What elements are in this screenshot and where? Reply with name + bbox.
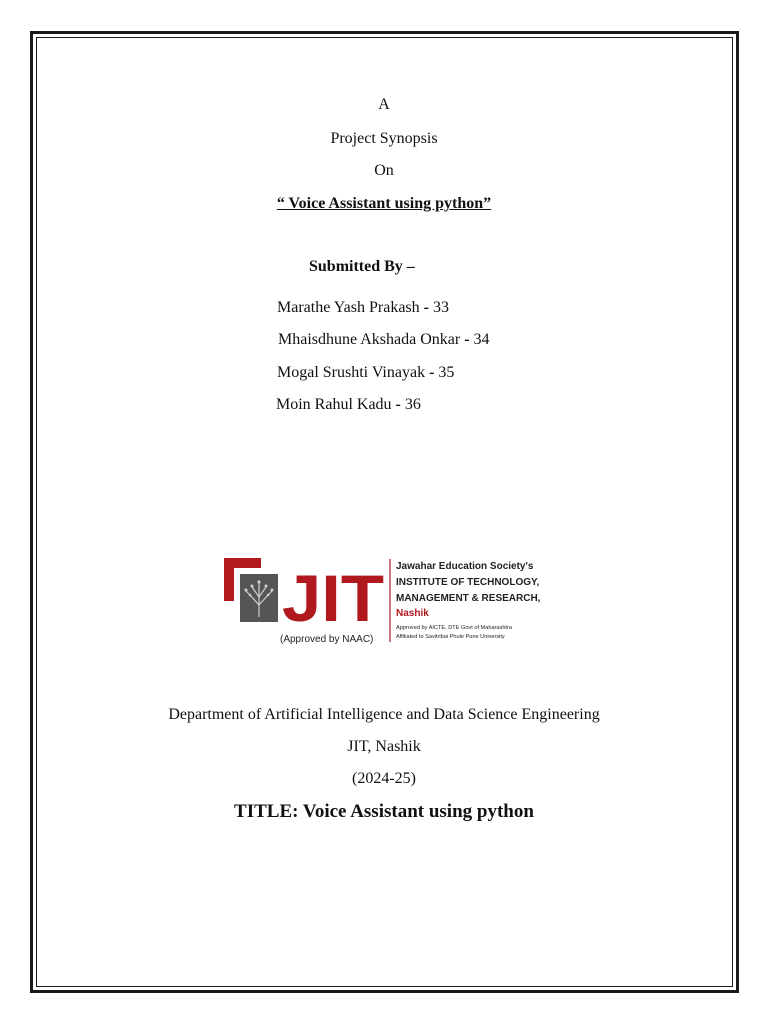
member-dash: -: [429, 364, 435, 381]
member-dash: -: [395, 396, 401, 413]
member-name: Mogal Srushti Vinayak: [277, 364, 426, 381]
member-name: Moin Rahul Kadu: [276, 396, 392, 413]
logo-affiliation: Affiliated to Savitribai Phule Pune University: [396, 634, 505, 640]
logo-city: Nashik: [396, 608, 429, 619]
logo-tree-icon: [240, 574, 278, 622]
submitted-by-label: Submitted By –: [309, 258, 415, 275]
member-roll: 34: [473, 331, 490, 348]
member-dash: -: [423, 299, 429, 316]
academic-year: (2024-25): [352, 770, 416, 787]
cover-line-synopsis: Project Synopsis: [330, 130, 438, 147]
cover-line-on: On: [374, 162, 394, 179]
member-dash: -: [464, 331, 470, 348]
cover-line-a: A: [378, 96, 390, 113]
document-title: TITLE: Voice Assistant using python: [234, 801, 534, 822]
member-name: Mhaisdhune Akshada Onkar: [278, 331, 461, 348]
member-roll: 33: [432, 299, 449, 316]
logo-society: Jawahar Education Society's: [396, 561, 534, 572]
member-item: [277, 298, 449, 318]
project-title: “ Voice Assistant using python”: [276, 195, 492, 212]
member-item: [277, 363, 454, 383]
institute-name: JIT, Nashik: [347, 738, 421, 755]
member-roll: 35: [438, 364, 455, 381]
jit-logo: [222, 553, 542, 649]
member-name: Marathe Yash Prakash: [277, 299, 420, 316]
logo-naac-label: (Approved by NAAC): [280, 634, 374, 645]
member-item: [278, 330, 490, 350]
member-item: [276, 395, 421, 415]
department-name: Department of Artificial Intelligence and Data Science Engineering: [168, 706, 600, 723]
logo-institute-line1: INSTITUTE OF TECHNOLOGY,: [396, 577, 540, 588]
logo-institute-line2: MANAGEMENT & RESEARCH,: [396, 593, 541, 604]
member-roll: 36: [404, 396, 421, 413]
logo-jit-mark: JIT: [282, 561, 384, 635]
logo-approval: Approved by AICTE, DTE Govt of Maharashtra: [396, 625, 512, 631]
